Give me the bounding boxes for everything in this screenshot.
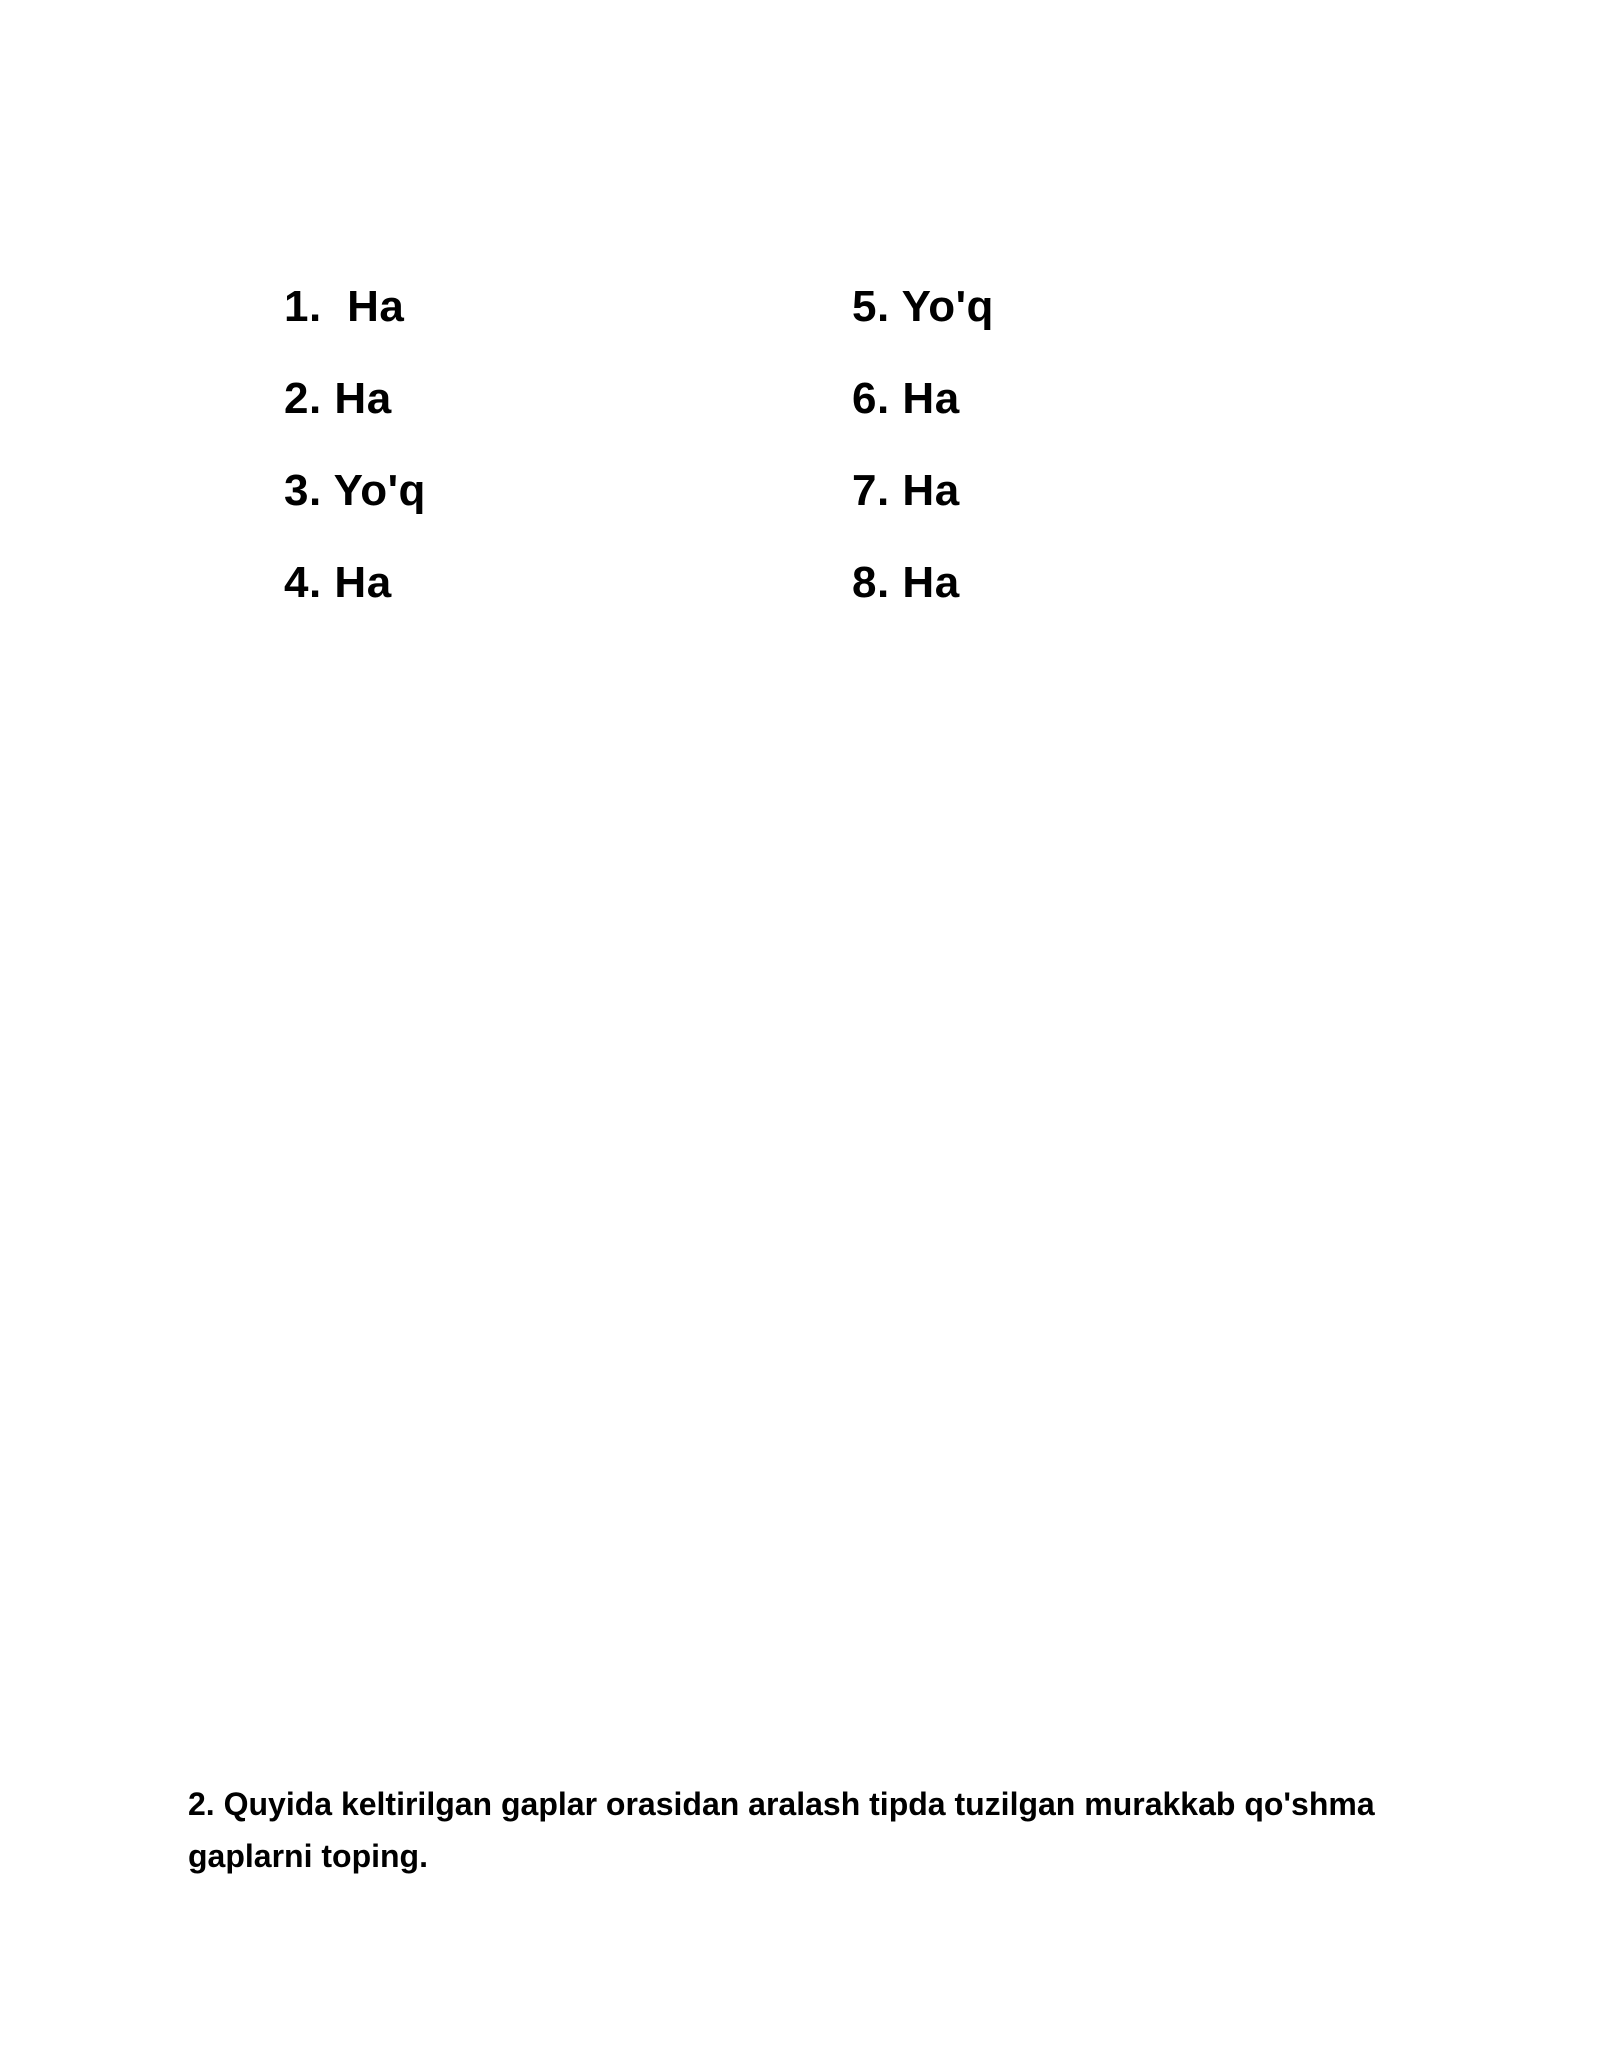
answer-item-5: 5. Yo'q <box>852 282 994 331</box>
answer-item-6: 6. Ha <box>852 374 960 423</box>
answer-item-2: 2. Ha <box>284 374 392 423</box>
answer-item-4: 4. Ha <box>284 558 392 607</box>
answer-list <box>284 280 1184 640</box>
answer-item-7: 7. Ha <box>852 466 960 515</box>
answer-item-8: 8. Ha <box>852 558 960 607</box>
answer-item-1: 1. Ha <box>284 282 405 331</box>
question-text: 2. Quyida keltirilgan gaplar orasidan aralash tipda tuzilgan murakkab qo'shma gaplarni toping. <box>188 1786 1375 1874</box>
answer-item-3: 3. Yo'q <box>284 466 426 515</box>
